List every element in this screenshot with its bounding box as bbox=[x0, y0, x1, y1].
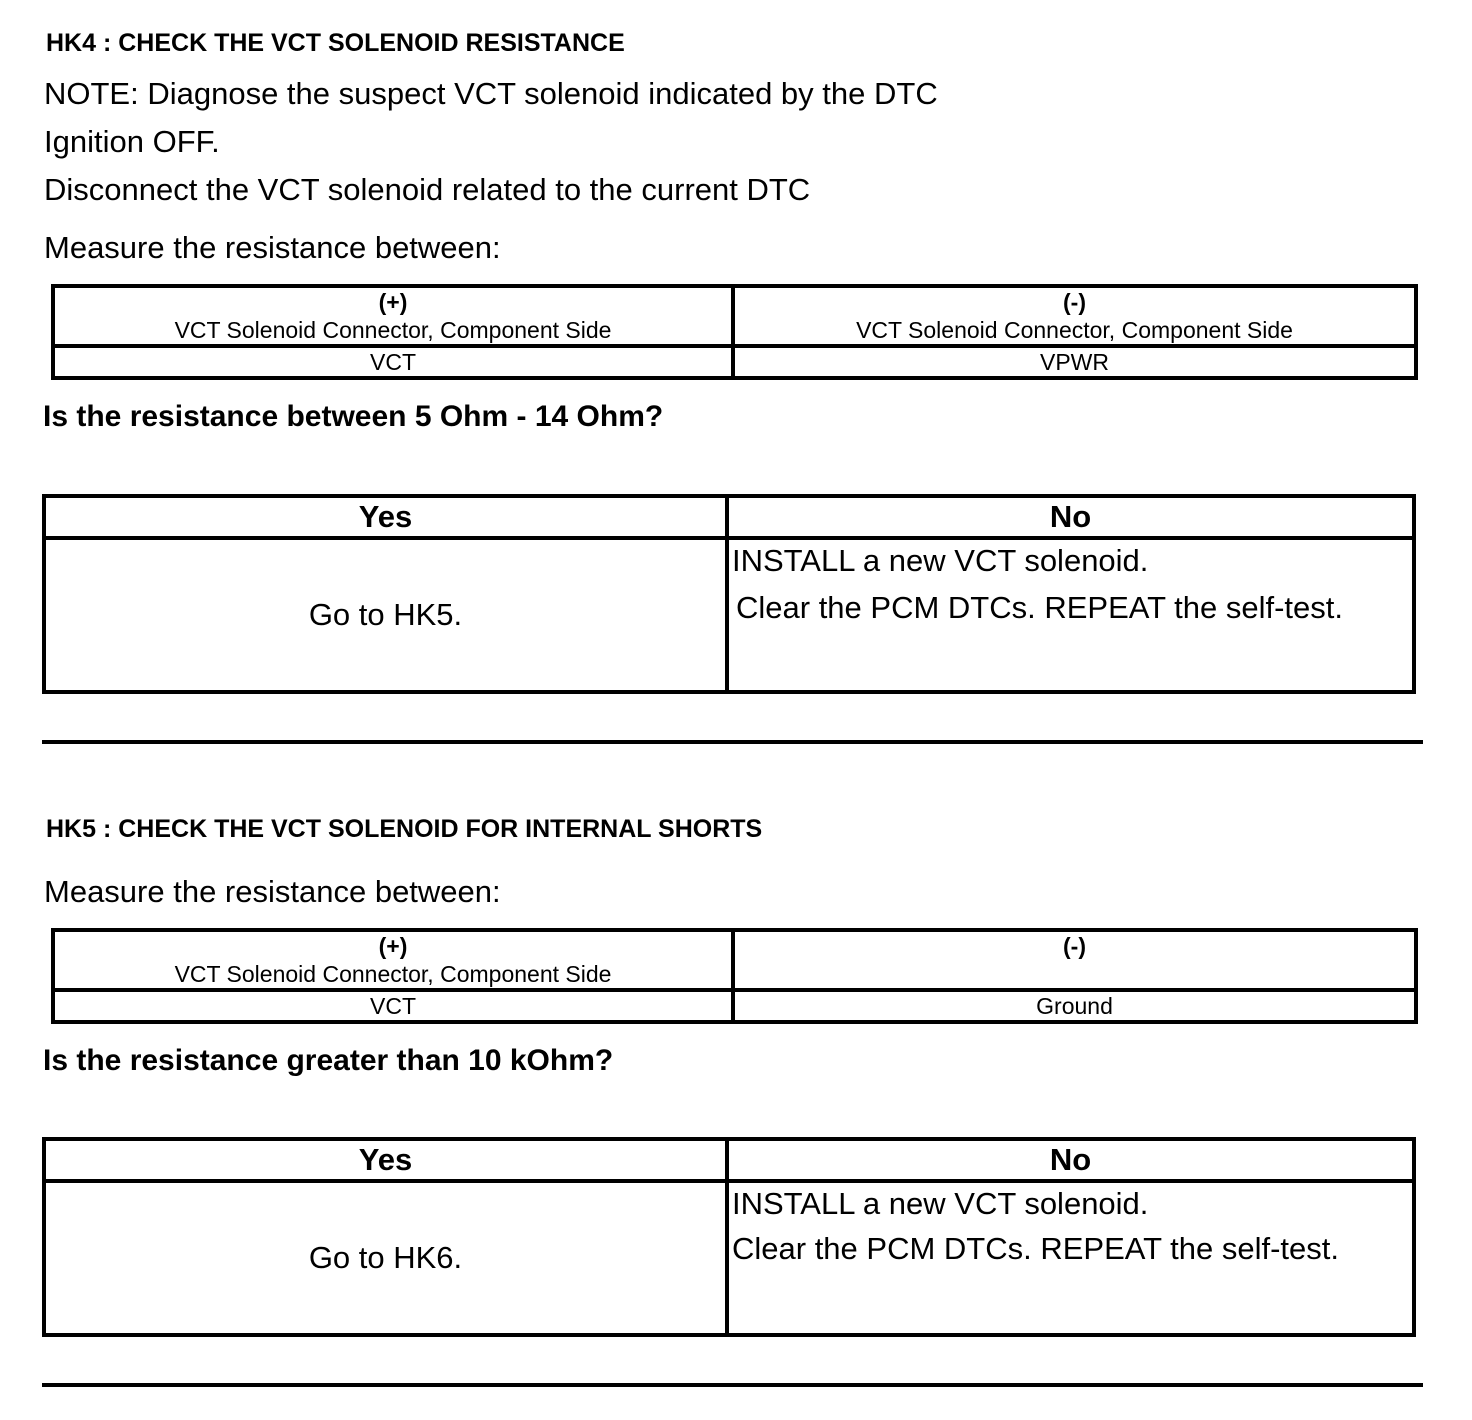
hk4-negative-header bbox=[733, 286, 1416, 346]
hk4-measurement-header-row bbox=[53, 286, 1416, 346]
hk5-yes-header: Yes bbox=[44, 1139, 727, 1181]
hk5-question: Is the resistance greater than 10 kOhm? bbox=[43, 1044, 614, 1077]
hk4-decision-action-row bbox=[44, 538, 1414, 692]
hk4-yes-header: Yes bbox=[44, 496, 727, 538]
hk5-decision-header-row bbox=[44, 1139, 1414, 1181]
hk5-decision-table bbox=[42, 1137, 1416, 1337]
hk5-negative-header bbox=[733, 930, 1416, 990]
hk5-no-action bbox=[727, 1181, 1414, 1335]
hk4-no-action-line-1: INSTALL a new VCT solenoid. bbox=[732, 543, 1149, 578]
hk4-ignition-step: Ignition OFF. bbox=[44, 124, 220, 159]
hk5-positive-header bbox=[53, 930, 733, 990]
hk4-positive-header bbox=[53, 286, 733, 346]
hk4-yes-action: Go to HK5. bbox=[44, 538, 727, 692]
hk4-measurement-table bbox=[51, 284, 1418, 380]
hk5-measure-instruction: Measure the resistance between: bbox=[44, 874, 501, 909]
hk4-question: Is the resistance between 5 Ohm - 14 Ohm? bbox=[43, 400, 664, 433]
hk5-negative-value: Ground bbox=[733, 990, 1416, 1022]
hk5-heading: HK5 : CHECK THE VCT SOLENOID FOR INTERNAL SHORTS bbox=[46, 815, 763, 843]
section-divider-bottom bbox=[42, 1383, 1423, 1387]
hk4-note: NOTE: Diagnose the suspect VCT solenoid indicated by the DTC bbox=[44, 76, 938, 111]
hk5-measurement-header-row bbox=[53, 930, 1416, 990]
hk4-decision-table bbox=[42, 494, 1416, 694]
hk4-no-action-line-2: Clear the PCM DTCs. REPEAT the self-test. bbox=[736, 590, 1343, 625]
hk5-decision-action-row bbox=[44, 1181, 1414, 1335]
hk4-measurement-value-row bbox=[53, 346, 1416, 378]
hk4-positive-label: VCT Solenoid Connector, Component Side bbox=[174, 317, 612, 343]
hk5-positive-value: VCT bbox=[53, 990, 733, 1022]
hk4-negative-label: VCT Solenoid Connector, Component Side bbox=[856, 317, 1293, 343]
hk5-positive-sign: (+) bbox=[378, 933, 408, 959]
hk4-negative-sign: (-) bbox=[1063, 289, 1086, 315]
hk4-no-header: No bbox=[727, 496, 1414, 538]
hk4-positive-sign: (+) bbox=[378, 289, 408, 315]
hk5-measurement-table bbox=[51, 928, 1418, 1024]
hk4-disconnect-step: Disconnect the VCT solenoid related to the current DTC bbox=[44, 172, 811, 207]
hk5-no-action-line-2: Clear the PCM DTCs. REPEAT the self-test. bbox=[732, 1231, 1339, 1266]
hk4-measure-instruction: Measure the resistance between: bbox=[44, 230, 501, 265]
hk5-yes-action: Go to HK6. bbox=[44, 1181, 727, 1335]
hk5-negative-sign: (-) bbox=[1063, 933, 1086, 959]
hk4-positive-value: VCT bbox=[53, 346, 733, 378]
hk5-no-header: No bbox=[727, 1139, 1414, 1181]
section-divider bbox=[42, 740, 1423, 744]
hk4-no-action bbox=[727, 538, 1414, 692]
hk5-measurement-value-row bbox=[53, 990, 1416, 1022]
hk4-heading: HK4 : CHECK THE VCT SOLENOID RESISTANCE bbox=[46, 29, 625, 57]
hk5-positive-label: VCT Solenoid Connector, Component Side bbox=[174, 961, 612, 987]
hk4-decision-header-row bbox=[44, 496, 1414, 538]
hk5-no-action-line-1: INSTALL a new VCT solenoid. bbox=[732, 1186, 1149, 1221]
hk4-negative-value: VPWR bbox=[733, 346, 1416, 378]
